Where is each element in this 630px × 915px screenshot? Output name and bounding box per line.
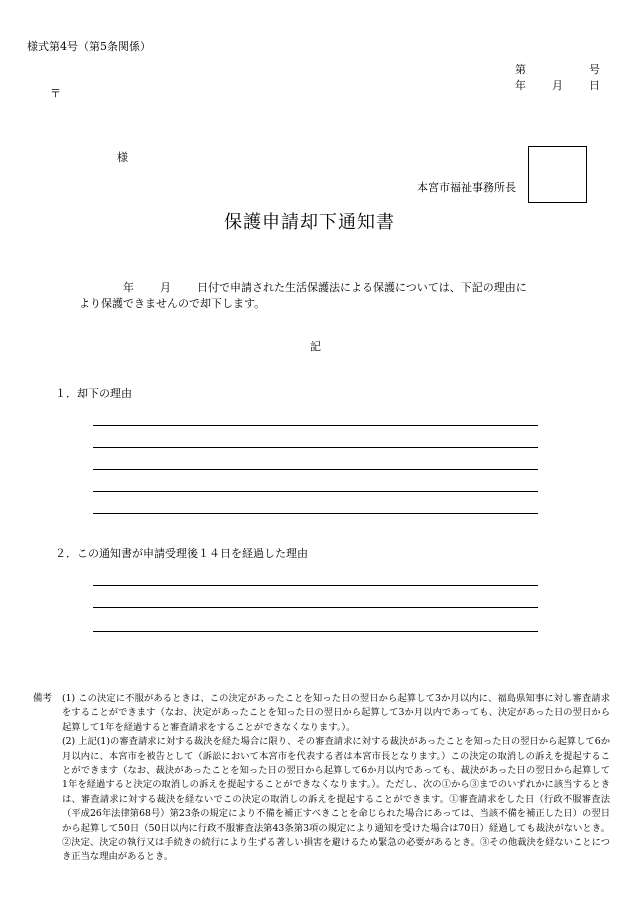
delay-reason-line xyxy=(93,607,538,608)
reason-line xyxy=(93,447,538,448)
seal-box xyxy=(528,146,587,203)
issuer-name: 本宮市福祉事務所長 xyxy=(417,181,516,194)
delay-reason-line xyxy=(93,585,538,586)
notes-label: 備考 xyxy=(33,693,53,704)
reason-line xyxy=(93,491,538,492)
recipient-suffix: 様 xyxy=(117,151,128,164)
reason-line xyxy=(93,469,538,470)
body-text-line-2: より保護できませんので却下します。 xyxy=(79,297,266,310)
date-day-label: 日 xyxy=(589,79,600,92)
note-item-1: (1) この決定に不服があるときは、この決定があったことを知った日の翌日から起算して3か月以内に、福島県知事に対し審査請求をすることができます（なお、決定があったことを知った日の翌日から起算して3か月以内であっても、決定があった日の翌日から起算して1年を経過すると審査請求をすることができなくなります。）。 xyxy=(62,693,610,733)
body-paragraph xyxy=(79,280,564,312)
reason-line xyxy=(93,425,538,426)
body-line-1 xyxy=(79,280,564,296)
delay-reason-line xyxy=(93,631,538,632)
section-heading-2: ２．この通知書が申請受理後１４日を経過した理由 xyxy=(55,547,308,560)
reason-line xyxy=(93,513,538,514)
body-text-line-1: 日付で申請された生活保護法による保護については、下記の理由に xyxy=(197,281,527,294)
document-number-suffix: 号 xyxy=(589,63,600,76)
postal-mark: 〒 xyxy=(50,87,61,100)
note-item-2: (2) 上記(1)の審査請求に対する裁決を経た場合に限り、その審査請求に対する裁決があったことを知った日の翌日から起算して6か月以内に、本宮市を被告として（訴訟において本宮市を代表する者は本宮市長となります。）この決定の取消しの訴えを提起することができます（なお、裁決があったことを知った日の翌日から起算して6か月以内であっても、裁決があった日の翌日から起算して1年を経過すると決定の取消しの訴えを提起することができなくなります。）。ただし、次の①から③までのいずれかに該当するときは、審査請求に対する裁決を経ないでこの決定の取消しの訴えを提起することができます。①審査請求をした日（行政不服審査法（平成26年法律第68号）第23条の規定により不備を補正すべきことを命じられた場合にあっては、当該不備を補正した日）の翌日から起算して50日（50日以内に行政不服審査法第43条第3項の規定により通知を受けた場合は70日）経過しても裁決がないとき。②決定、決定の執行又は手続きの続行により生ずる著しい損害を避けるため緊急の必要があるとき。③その他裁決を経ないことにつき正当な理由があるとき。 xyxy=(62,736,610,863)
date-year-label: 年 xyxy=(515,79,526,92)
ki-marker: 記 xyxy=(310,340,321,353)
date-month-label: 月 xyxy=(552,79,563,92)
document-number-prefix: 第 xyxy=(515,63,526,76)
notes-block xyxy=(62,692,610,865)
body-month-label: 月 xyxy=(160,281,171,294)
section-heading-1: １．却下の理由 xyxy=(55,387,132,400)
body-year-label: 年 xyxy=(123,281,134,294)
document-title: 保護申請却下通知書 xyxy=(224,212,395,233)
form-number: 様式第4号（第5条関係） xyxy=(27,40,151,53)
